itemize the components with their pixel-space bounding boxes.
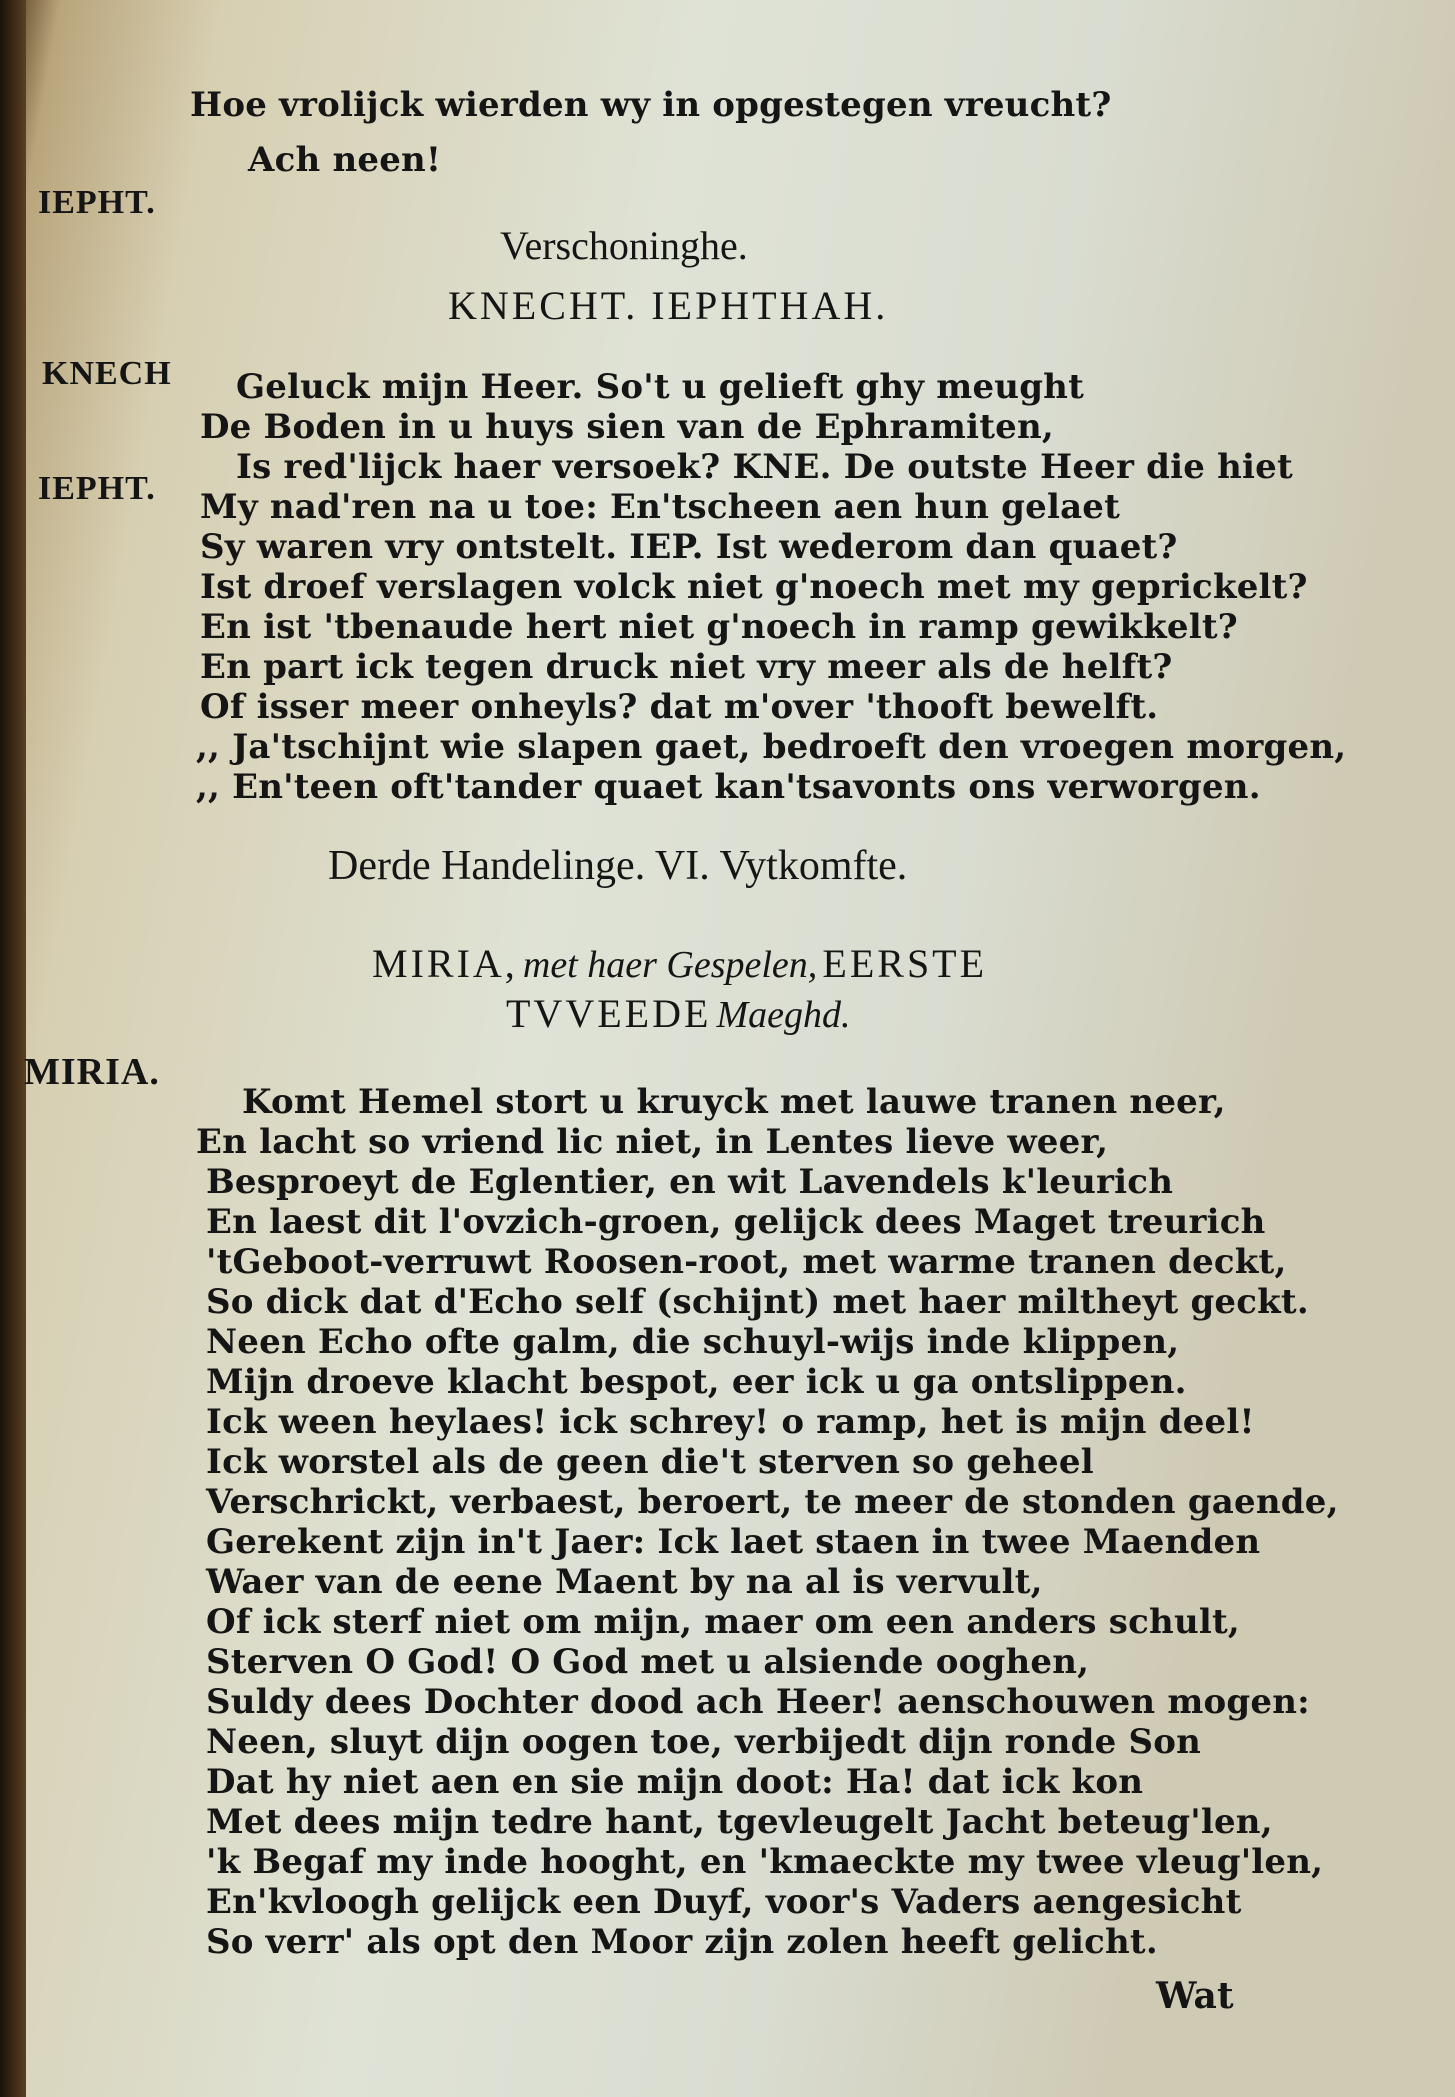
cast-note: met haer Gespelen, [522,944,818,986]
speaker-label: KNECH [42,355,172,392]
cast-name: TVVEEDE [506,991,712,1036]
verse-line: Neen, sluyt dijn oogen toe, verbijedt dijn ronde Son [206,1722,1202,1762]
scene-cast: KNECHT. IEPHTHAH. [448,283,889,328]
verse-line-top-2: Ach neen! [248,140,442,180]
verse-line-top-1: Hoe vrolijck wierden wy in opgestegen vreucht? [190,85,1112,125]
speaker-label: IEPHT. [38,470,156,507]
verse-line: Verschrickt, verbaest, beroert, te meer de stonden gaende, [206,1482,1339,1522]
verse-line: Met dees mijn tedre hant, tgevleugelt Jacht beteug'len, [206,1802,1273,1842]
verse-line: Mijn droeve klacht bespot, eer ick u ga ontslippen. [206,1362,1187,1402]
verse-line: En lacht so vriend lic niet, in Lentes lieve weer, [196,1122,1109,1162]
scene-cast [506,990,851,1037]
verse-line: Gerekent zijn in't Jaer: Ick laet staen in twee Maenden [206,1522,1261,1562]
verse-line: En part ick tegen druck niet vry meer als de helft? [200,647,1173,687]
speaker-label: MIRIA. [24,1051,160,1093]
verse-line: Suldy dees Dochter dood ach Heer! aenschouwen mogen: [206,1682,1310,1722]
page-gutter [0,0,26,2097]
verse-line: En laest dit l'ovzich-groen, gelijck dees Maget treurich [206,1202,1266,1242]
cast-name: EERSTE [822,941,988,986]
cast-name: MIRIA, [372,941,518,986]
verse-line: ,, Ja'tschijnt wie slapen gaet, bedroeft den vroegen morgen, [196,727,1347,767]
cast-note: Maeghd. [716,994,851,1036]
scene-title: Verschoninghe. [500,223,748,268]
verse-line: 'k Begaf my inde hooght, en 'kmaeckte my twee vleug'len, [206,1842,1324,1882]
catchword: Wat [1156,1975,1234,2017]
verse-line: Geluck mijn Heer. So't u gelieft ghy meught [236,367,1084,407]
verse-line: Besproeyt de Eglentier, en wit Lavendels k'leurich [206,1162,1174,1202]
verse-line: Sy waren vry ontstelt. IEP. Ist wederom dan quaet? [200,527,1178,567]
verse-line: ,, En'teen oft'tander quaet kan'tsavonts ons verworgen. [196,767,1261,807]
act-scene-heading: Derde Handelinge. VI. Vytkomfte. [328,843,908,889]
verse-line: Ick worstel als de geen die't sterven so geheel [206,1442,1094,1482]
verse-line: Ist droef verslagen volck niet g'noech met my geprickelt? [200,567,1308,607]
verse-line: So verr' als opt den Moor zijn zolen heeft gelicht. [206,1922,1158,1962]
verse-line: Of isser meer onheyls? dat m'over 'thooft bewelft. [200,687,1159,727]
verse-line: Dat hy niet aen en sie mijn doot: Ha! dat ick kon [206,1762,1144,1802]
verse-line: My nad'ren na u toe: En'tscheen aen hun gelaet [200,487,1121,527]
verse-line: Sterven O God! O God met u alsiende ooghen, [206,1642,1090,1682]
verse-line: Neen Echo ofte galm, die schuyl-wijs inde klippen, [206,1322,1180,1362]
verse-line: Ick ween heylaes! ick schrey! o ramp, het is mijn deel! [206,1402,1255,1442]
verse-line: En ist 'tbenaude hert niet g'noech in ramp gewikkelt? [200,607,1238,647]
verse-line: En'kvloogh gelijck een Duyf, voor's Vaders aengesicht [206,1882,1242,1922]
speaker-label: IEPHT. [38,184,156,221]
verse-line: Of ick sterf niet om mijn, maer om een anders schult, [206,1602,1240,1642]
verse-line: Waer van de eene Maent by na al is vervult, [206,1562,1043,1602]
verse-line: De Boden in u huys sien van de Ephramiten, [200,407,1054,447]
verse-line: Komt Hemel stort u kruyck met lauwe tranen neer, [242,1082,1226,1122]
verse-line: Is red'lijck haer versoek? KNE. De outste Heer die hiet [236,447,1293,487]
scene-cast [372,940,987,987]
verse-line: 'tGeboot-verruwt Roosen-root, met warme tranen deckt, [206,1242,1287,1282]
verse-line: So dick dat d'Echo self (schijnt) met haer miltheyt geckt. [206,1282,1309,1322]
